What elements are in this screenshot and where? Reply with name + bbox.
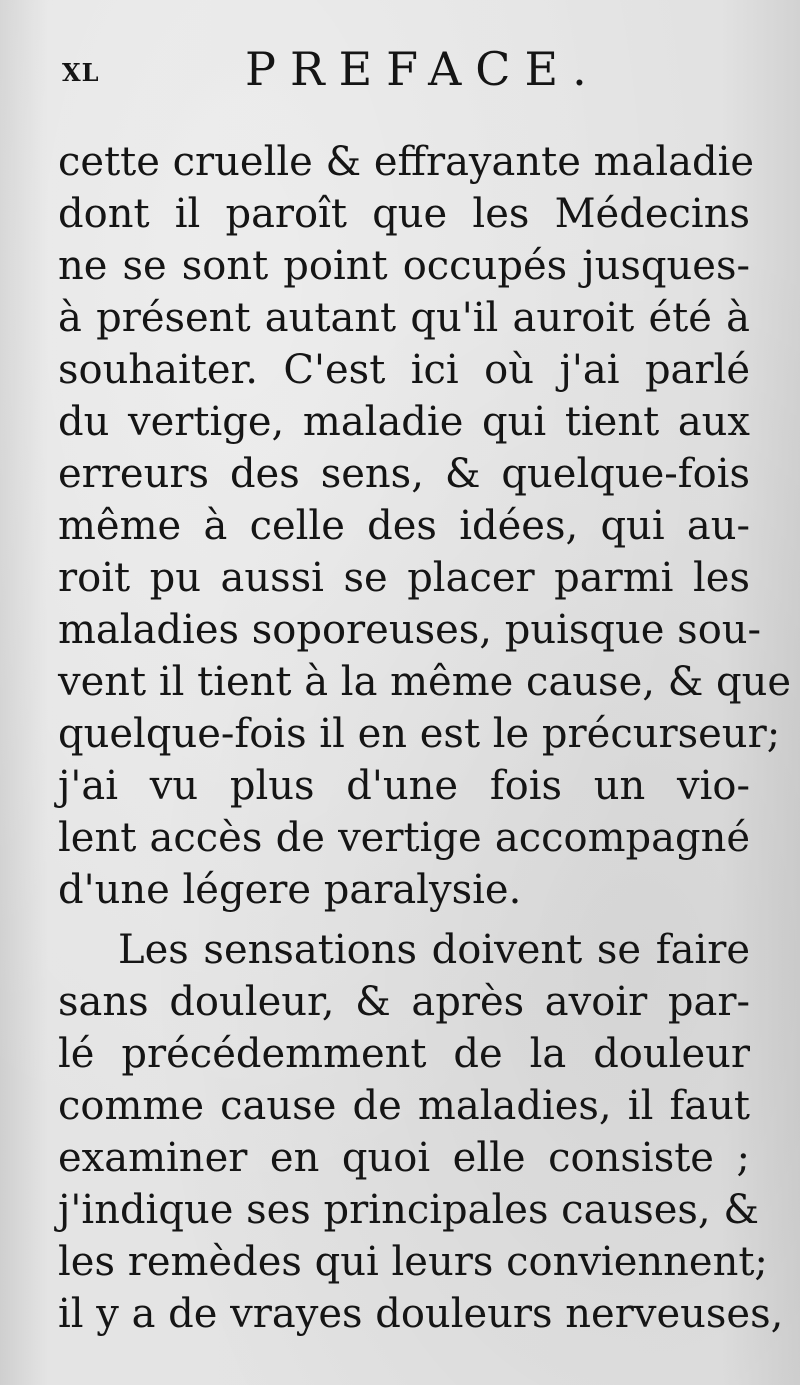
page-header (60, 40, 760, 100)
text-line: lé précédemment de la douleur (58, 1031, 750, 1077)
running-head: PREFACE. (245, 42, 601, 96)
text-line: cette cruelle & effrayante maladie (58, 139, 755, 185)
text-line: j'indique ses principales causes, & (58, 1187, 759, 1233)
paragraph-end-line: d'une légere paralysie. (58, 867, 522, 913)
text-line: à présent autant qu'il auroit été à (58, 295, 750, 341)
text-line: les remèdes qui leurs conviennent; (58, 1239, 768, 1285)
text-line: du vertige, maladie qui tient aux (58, 399, 750, 445)
paragraph-start-line: Les sensations doivent se faire (118, 927, 750, 973)
text-line: souhaiter. C'est ici où j'ai parlé (58, 347, 750, 393)
text-line: examiner en quoi elle consiste ; (58, 1135, 750, 1181)
text-line: quelque-fois il en est le précurseur; (58, 711, 781, 757)
text-line: comme cause de maladies, il faut (58, 1083, 750, 1129)
text-line: j'ai vu plus d'une fois un vio- (58, 763, 750, 809)
text-line: maladies soporeuses, puisque sou- (58, 607, 762, 653)
text-line: il y a de vrayes douleurs nerveuses, (58, 1291, 784, 1337)
text-line: vent il tient à la même cause, & que (58, 659, 792, 705)
text-line: erreurs des sens, & quelque-fois (58, 451, 750, 497)
text-line: lent accès de vertige accompagné (58, 815, 750, 861)
page-number: xl (62, 50, 100, 90)
text-line: dont il paroît que les Médecins (58, 191, 750, 237)
body-text (58, 136, 792, 1340)
text-line: sans douleur, & après avoir par- (58, 979, 750, 1025)
text-line: ne se sont point occupés jusques- (58, 243, 750, 289)
text-line: roit pu aussi se placer parmi les (58, 555, 750, 601)
text-line: même à celle des idées, qui au- (58, 503, 750, 549)
